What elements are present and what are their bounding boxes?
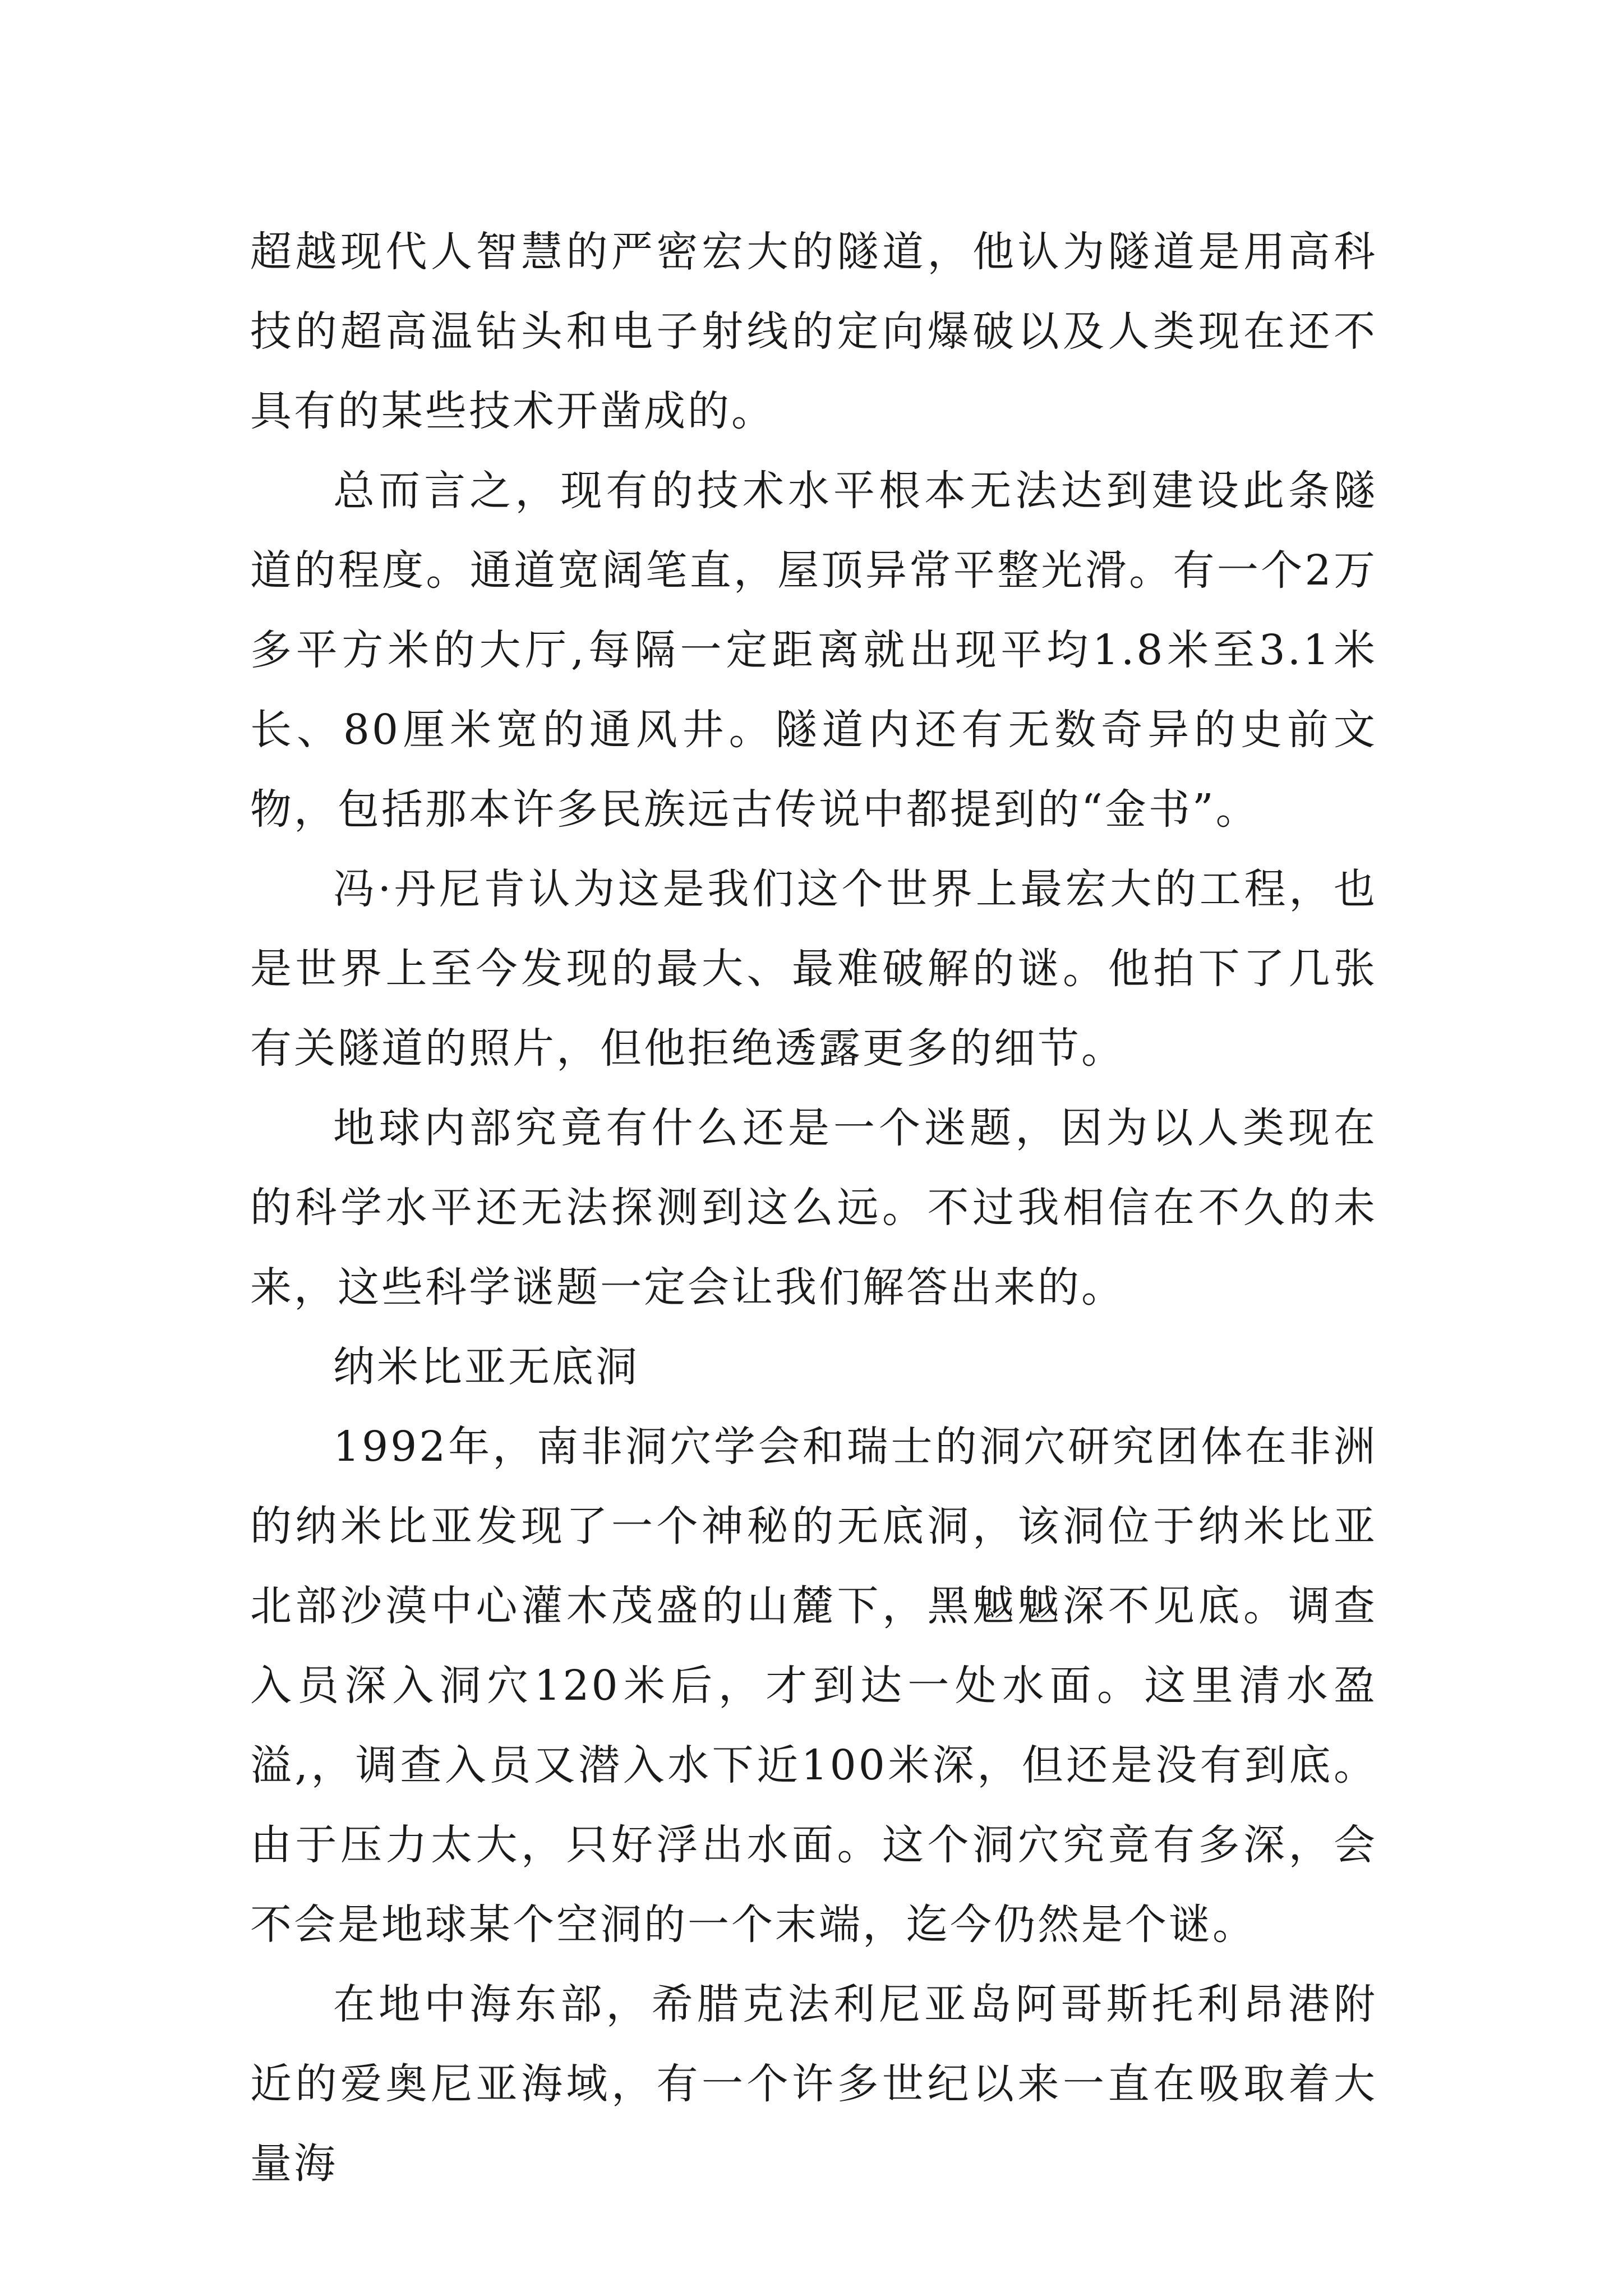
paragraph-earth-interior: 地球内部究竟有什么还是一个迷题，因为以人类现在的科学水平还无法探测到这么远。不过我相信在不久的未来，这些科学谜题一定会让我们解答出来的。: [250, 1104, 1377, 1312]
section-heading-namibia-hole: 纳米比亚无底洞: [333, 1343, 639, 1391]
document-body: [250, 212, 1377, 2203]
paragraph-ionian-sea: 在地中海东部，希腊克法利尼亚岛阿哥斯托利昂港附近的爱奥尼亚海域，有一个许多世纪以来一直在吸取着大量海: [250, 1980, 1377, 2188]
paragraph-von-daniken: 冯·丹尼肯认为这是我们这个世界上最宏大的工程，也是世界上至今发现的最大、最难破解的谜。他拍下了几张有关隧道的照片，但他拒绝透露更多的细节。: [250, 865, 1377, 1073]
paragraph-namibia-cave: 1992年，南非洞穴学会和瑞士的洞穴研究团体在非洲的纳米比亚发现了一个神秘的无底洞，该洞位于纳米比亚北部沙漠中心灌木茂盛的山麓下，黑魆魆深不见底。调查入员深入洞穴120米后，才到达一处水面。这里清水盈溢,，调查入员又潜入水下近100米深，但还是没有到底。由于压力太大，只好浮出水面。这个洞穴究竟有多深，会不会是地球某个空洞的一个末端，迄今仍然是个谜。: [250, 1423, 1377, 1949]
paragraph-tunnel-description: 超越现代人智慧的严密宏大的隧道，他认为隧道是用高科技的超高温钻头和电子射线的定向爆破以及人类现在还不具有的某些技术开凿成的。: [250, 228, 1377, 435]
paragraph-technology-summary: 总而言之，现有的技术水平根本无法达到建设此条隧道的程度。通道宽阔笔直，屋顶异常平整光滑。有一个2万多平方米的大厅,每隔一定距离就出现平均1.8米至3.1米长、80厘米宽的通风井。隧道内还有无数奇异的史前文物，包括那本许多民族远古传说中都提到的“金书”。: [250, 467, 1377, 834]
